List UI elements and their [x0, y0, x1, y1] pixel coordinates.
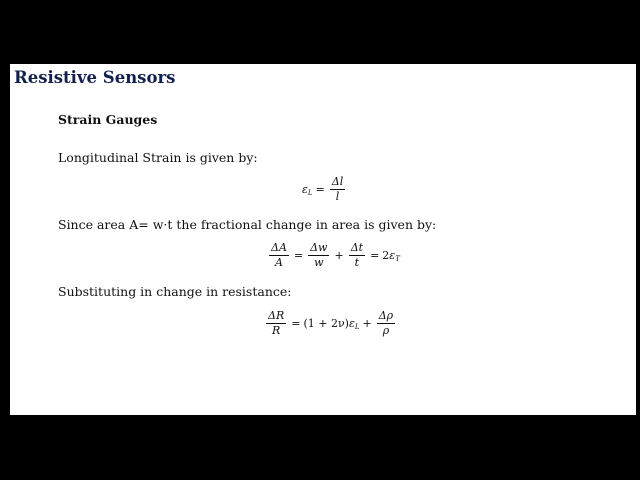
- eq2-fraction-width: [308, 242, 329, 269]
- eq2-equals: =: [293, 249, 304, 262]
- slide-title: Resistive Sensors: [14, 68, 176, 87]
- text-resistance-change: Substituting in change in resistance:: [58, 284, 292, 299]
- eq2-fraction-area: [269, 242, 289, 269]
- eq2-rhs: $2\varepsilon_T$: [382, 248, 400, 263]
- text-longitudinal-strain: Longitudinal Strain is given by:: [58, 150, 258, 165]
- eq3-plus: +: [362, 317, 372, 330]
- eq2-f1-denominator: A: [274, 256, 283, 269]
- eq2-f3-numerator: Δt: [350, 241, 364, 254]
- eq2-f2-denominator: w: [314, 256, 324, 269]
- eq3-fraction-resistance: [266, 310, 286, 337]
- eq3-equals: =: [291, 317, 301, 330]
- section-heading: Strain Gauges: [58, 112, 158, 127]
- eq1-fraction: [330, 176, 345, 203]
- eq3-f2-numerator: Δρ: [378, 309, 394, 322]
- eq2-equals-2: =: [370, 249, 380, 262]
- eq3-f2-denominator: ρ: [382, 324, 390, 337]
- equation-area-change: [267, 242, 400, 269]
- text-area-change: Since area A= w·t the fractional change in area is given by:: [58, 217, 437, 232]
- eq2-f2-numerator: Δw: [310, 241, 328, 254]
- equation-resistance-change: [264, 310, 397, 337]
- eq1-lhs: $\varepsilon_L$: [302, 182, 313, 197]
- slide: [10, 64, 636, 415]
- eq3-f1-denominator: R: [271, 324, 281, 337]
- eq1-equals: =: [315, 183, 325, 196]
- eq1-numerator: Δl: [331, 175, 344, 188]
- eq3-factor: (1 + 2ν): [303, 317, 349, 330]
- eq3-fraction-resistivity: [377, 310, 395, 337]
- eq3-f1-numerator: ΔR: [268, 309, 285, 322]
- eq2-fraction-thickness: [349, 242, 365, 269]
- eq1-denominator: l: [335, 190, 340, 203]
- equation-longitudinal-strain: [302, 176, 347, 203]
- eq3-epsilon: $\varepsilon_L$: [348, 316, 360, 331]
- eq2-plus: +: [334, 249, 344, 262]
- eq2-f3-denominator: t: [354, 256, 360, 269]
- eq2-f1-numerator: ΔA: [271, 241, 287, 254]
